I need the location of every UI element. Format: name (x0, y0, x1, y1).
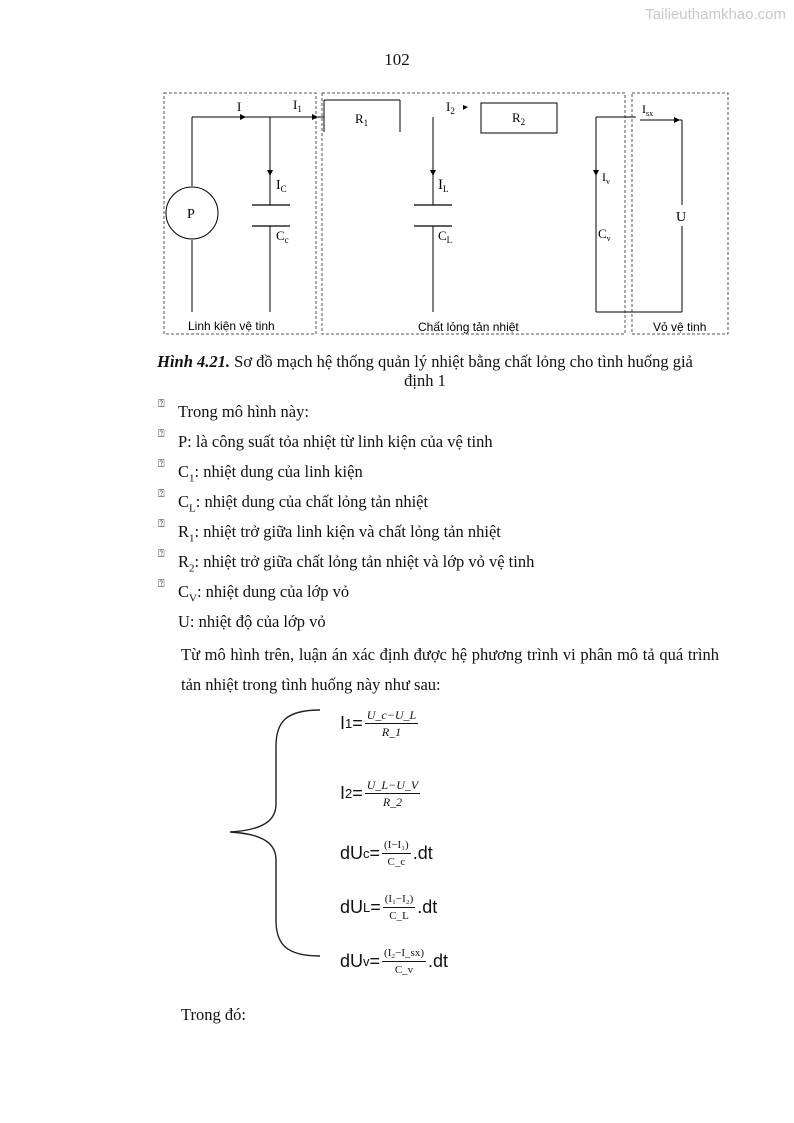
left-brace (226, 708, 326, 958)
label-CL: $C_L$ (438, 228, 453, 245)
label-R2: $R_2$ (512, 110, 526, 127)
body-paragraph: Từ mô hình trên, luận án xác định được hệ phương trình vi phân mô tả quá trình tản nhiệt trong tình huống này như sau: (181, 645, 719, 694)
equation-denominator: R_2 (382, 795, 403, 809)
bullet-line: $C_L$: nhiệt dung của chất lỏng tản nhiệt (178, 492, 429, 515)
bullet-line: $R_2$: nhiệt trở giữa chất lỏng tản nhiệt và lớp vỏ vệ tinh (178, 552, 535, 575)
watermark: Tailieuthamkhao.com (645, 6, 786, 23)
label-U: U (676, 210, 687, 225)
bullet-icon: ⍰ (158, 547, 165, 560)
circuit-wires (192, 100, 682, 312)
label-Cv: $C_v$ (598, 226, 611, 243)
equation-numerator: (I−I₁) (382, 838, 411, 854)
equation-dUc: dU c = $\frac{\text{(I−I₁)}}{C\_c}$ .dt (340, 839, 433, 868)
bullet-line: $C_V$: nhiệt dung của lớp vỏ (178, 582, 350, 605)
capacitor-plates (252, 205, 452, 226)
label-R1: $R_1$ (355, 111, 369, 128)
caption-text-line2: định 1 (404, 371, 446, 390)
label-I: I (237, 99, 242, 114)
circuit-diagram (0, 0, 794, 345)
equation-I2: I 2 = $\frac{U\_L-U\_V}{R\_2}$ (340, 778, 419, 809)
region-liquid-box (322, 93, 625, 334)
equation-numerator: U_c−U_L (366, 708, 417, 722)
bullet-icon: ⍰ (158, 457, 165, 470)
region-boxes (164, 93, 728, 334)
equation-denominator: R_1 (381, 725, 402, 739)
page-number: 102 (384, 50, 410, 69)
label-P: P (187, 207, 195, 222)
bullet-line: $C_1$: nhiệt dung của linh kiện (178, 462, 363, 485)
label-I2: $I_2$ (446, 99, 455, 116)
label-Isx: $I_{sx}$ (642, 102, 654, 118)
equation-denominator: C_v (394, 964, 414, 976)
equation-denominator: C_c (387, 856, 406, 868)
region-label-shell: Vỏ vệ tinh (653, 320, 707, 334)
label-Ic: $I_C$ (276, 178, 287, 194)
equation-numerator: U_L−U_V (366, 778, 419, 792)
current-arrows (240, 105, 680, 176)
label-Cc: $C_c$ (276, 228, 289, 245)
bullet-icon: ⍰ (158, 397, 165, 410)
caption-text: Sơ đồ mạch hệ thống quản lý nhiệt bằng chất lỏng cho tình huống giả (230, 352, 693, 371)
label-IL: $I_L$ (438, 177, 449, 194)
bullet-icon: ⍰ (158, 517, 165, 530)
equation-numerator: (I₂−I_sx) (382, 946, 426, 962)
bullet-icon: ⍰ (158, 427, 165, 440)
equation-dUL: dU L = $\frac{\text{(I₁−I₂)}}{C\_L}$ .dt (340, 893, 438, 922)
label-I1: $I_1$ (293, 97, 302, 114)
caption-label: Hình 4.21. (157, 352, 231, 371)
plain-line: U: nhiệt độ của lớp vỏ (178, 612, 326, 631)
label-Iv: $I_v$ (602, 170, 610, 186)
region-label-liquid: Chất lỏng tản nhiệt (418, 320, 519, 334)
bullet-line: Trong mô hình này: (178, 402, 309, 421)
bullet-line: P: là công suất tỏa nhiệt từ linh kiện của vệ tinh (178, 432, 493, 451)
footer-text: Trong đó: (181, 1005, 246, 1024)
equation-I1: I 1 = $\frac{U\_c-U\_L}{R\_1}$ (340, 708, 417, 739)
equation-dUv: dU v = $\frac{\text{(I₂−I\_sx)}}{C\_v}$ .dt (340, 947, 449, 976)
bullet-line: $R_1$: nhiệt trở giữa linh kiện và chất lỏng tản nhiệt (178, 522, 501, 545)
equation-numerator: (I₁−I₂) (383, 892, 416, 908)
bullet-icon: ⍰ (158, 577, 165, 590)
figure-caption (140, 352, 710, 390)
bullet-icon: ⍰ (158, 487, 165, 500)
region-label-component: Linh kiện vệ tinh (188, 319, 275, 333)
equation-denominator: C_L (389, 910, 409, 922)
